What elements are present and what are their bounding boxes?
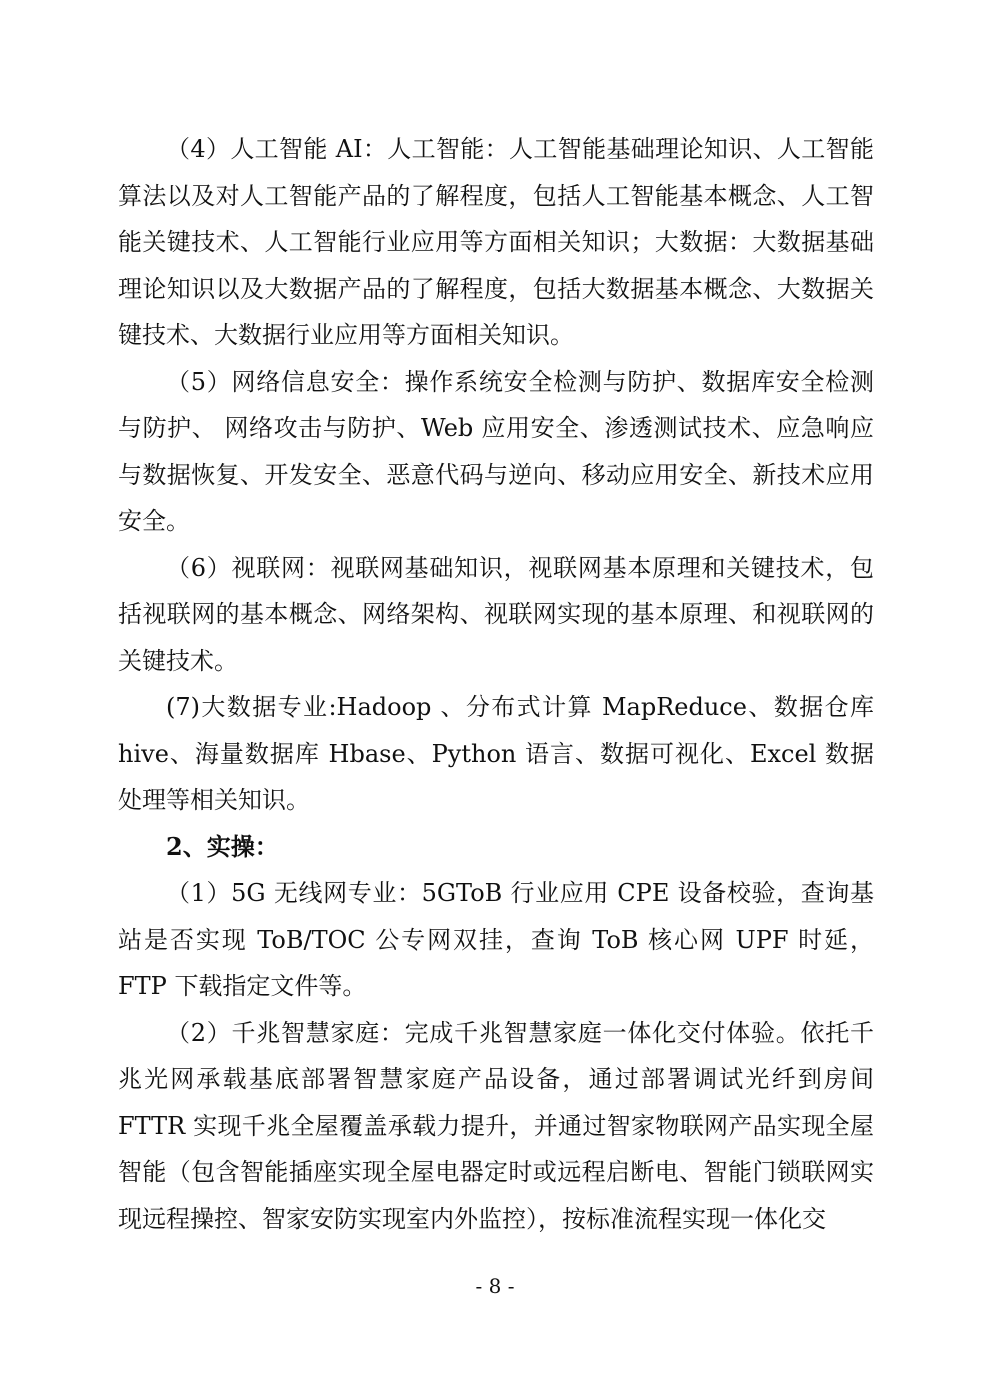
paragraph-video-network: （6）视联网：视联网基础知识，视联网基本原理和关键技术，包括视联网的基本概念、网络架构、视联网实现的基本原理、和视联网的关键技术。 [118,553,874,675]
document-body [118,126,874,1242]
paragraph-ai-bigdata: （4）人工智能 AI：人工智能：人工智能基础理论知识、人工智能算法以及对人工智能产品的了解程度，包括人工智能基本概念、人工智能关键技术、人工智能行业应用等方面相关知识；大数据：大数据基础理论知识以及大数据产品的了解程度，包括大数据基本概念、大数据关键技术、大数据行业应用等方面相关知识。 [118,135,874,349]
paragraph-bigdata-major: (7)大数据专业:Hadoop 、分布式计算 MapReduce、数据仓库 hive、海量数据库 Hbase、Python 语言、数据可视化、Excel 数据处理等相关知识。 [118,693,874,814]
page-number: - 8 - [475,1274,515,1298]
paragraph-network-security: （5）网络信息安全：操作系统安全检测与防护、数据库安全检测与防护、 网络攻击与防护、Web 应用安全、渗透测试技术、应急响应与数据恢复、开发安全、恶意代码与逆向、移动应用安全、新技术应用安全。 [118,367,874,535]
section-heading-practice: 2、实操： [166,831,279,861]
paragraph-5g-wireless: （1）5G 无线网专业：5GToB 行业应用 CPE 设备校验，查询基站是否实现 ToB/TOC 公专网双挂，查询 ToB 核心网 UPF 时延，FTP 下载指定文件等。 [118,879,874,1000]
paragraph-smart-home: （2）千兆智慧家庭：完成千兆智慧家庭一体化交付体验。依托千兆光网承载基底部署智慧家庭产品设备，通过部署调试光纤到房间 FTTR 实现千兆全屋覆盖承载力提升，并通过智家物联网产品实现全屋智能（包含智能插座实现全屋电器定时或远程启断电、智能门锁联网实现远程操控、智家安防实现室内外监控），按标准流程实现一体化交 [118,1018,874,1233]
